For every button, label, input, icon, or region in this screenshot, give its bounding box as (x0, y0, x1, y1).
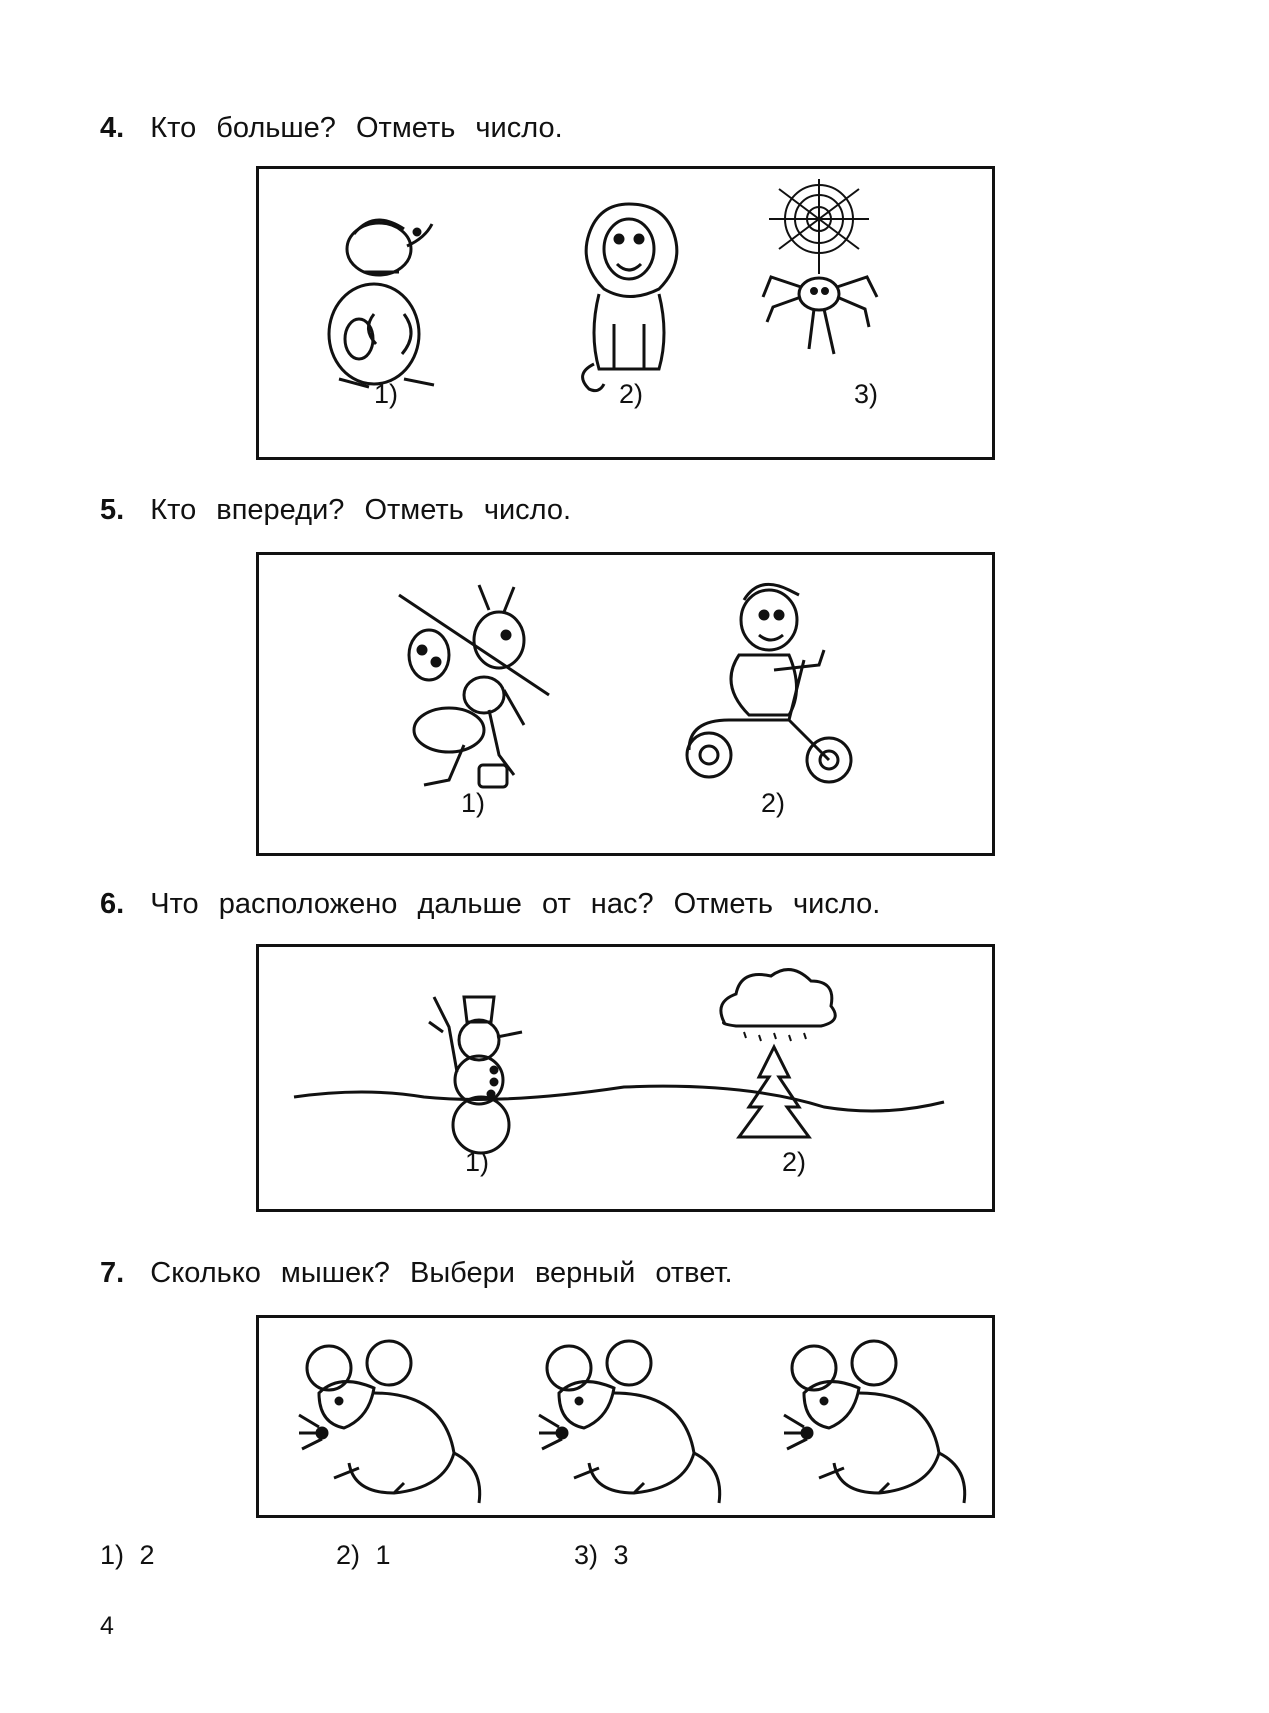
answer-option-1[interactable] (100, 1540, 155, 1571)
task-5-picture-box (256, 552, 995, 856)
task-text: Сколько мышек? Выбери верный ответ. (150, 1257, 733, 1289)
monkey-scooter-icon (679, 570, 859, 795)
snow-ground-line (294, 1067, 954, 1127)
spider-icon (759, 179, 889, 379)
snowman-icon (429, 992, 539, 1152)
answer-label: 1) (100, 1540, 125, 1570)
task-6-question (100, 888, 880, 921)
lion-icon (569, 194, 689, 394)
task-number: 5. (100, 494, 125, 526)
ant-icon (394, 580, 554, 800)
task-4-picture-box (256, 166, 995, 460)
task-text: Что расположено дальше от нас? Отметь число. (150, 888, 881, 920)
mouse-icon (779, 1333, 979, 1508)
task-7-picture-box (256, 1315, 995, 1518)
task-6-picture-box (256, 944, 995, 1212)
task-number: 6. (100, 888, 125, 920)
answer-value: 2 (139, 1540, 155, 1570)
task-text: Кто впереди? Отметь число. (150, 494, 572, 526)
option-label[interactable]: 2) (760, 788, 786, 818)
task-number: 7. (100, 1257, 125, 1289)
task-4-question (100, 112, 563, 145)
mouse-icon (534, 1333, 734, 1508)
answer-value: 1 (375, 1540, 391, 1570)
option-label[interactable]: 2) (781, 1147, 807, 1177)
answer-value: 3 (613, 1540, 629, 1570)
task-7-question (100, 1257, 733, 1290)
task-5-question (100, 494, 571, 527)
mouse-icon (294, 1333, 494, 1508)
mouse-icon (319, 204, 449, 394)
page-number: 4 (100, 1612, 114, 1640)
cloud-icon (721, 970, 835, 1026)
answer-label: 3) (574, 1540, 599, 1570)
option-label[interactable]: 1) (464, 1147, 490, 1177)
task-number: 4. (100, 112, 125, 144)
option-label[interactable]: 1) (460, 788, 486, 818)
answer-option-3[interactable] (574, 1540, 629, 1571)
option-label[interactable]: 2) (618, 379, 644, 409)
fir-tree-icon (714, 967, 834, 1147)
option-label[interactable]: 1) (373, 379, 399, 409)
option-label[interactable]: 3) (853, 379, 879, 409)
answer-option-2[interactable] (336, 1540, 391, 1571)
answer-label: 2) (336, 1540, 361, 1570)
task-text: Кто больше? Отметь число. (150, 112, 563, 144)
